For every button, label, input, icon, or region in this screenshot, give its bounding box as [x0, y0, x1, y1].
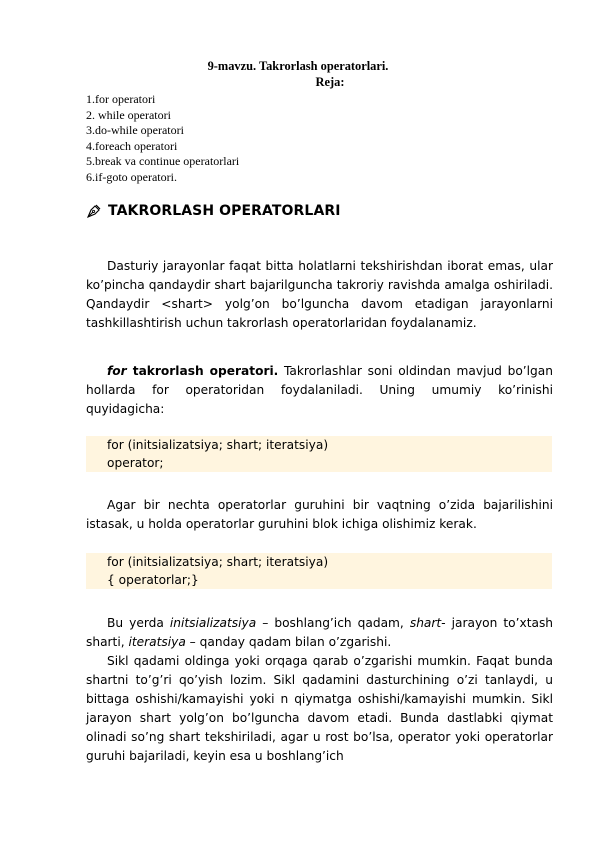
plan-item: 2. while operatori [86, 107, 171, 122]
explain-paragraph [86, 614, 553, 652]
code-line: operator; [107, 456, 164, 470]
plan-item: 5.break va continue operatorlari [86, 154, 240, 168]
explain-text: Bu yerda [107, 616, 170, 630]
code-line: for (initsializatsiya; shart; iteratsiya) [107, 555, 329, 569]
for-paragraph [86, 362, 553, 419]
page-title: 9-mavzu. Takrorlash operatorlari. [207, 59, 389, 73]
for-keyword: for [107, 364, 127, 378]
term-initialization: initsializatsiya [169, 616, 257, 630]
plan-item: 6.if-goto operatori. [86, 169, 177, 184]
explain-text: jarayon to’xtash sharti, [86, 616, 554, 649]
loop-step-paragraph [86, 652, 553, 766]
plan-heading: Reja: [315, 75, 345, 89]
term-condition: shart- [409, 616, 446, 630]
plan-item: 4.foreach operatori [86, 138, 178, 153]
term-iteration: iteratsiya [128, 635, 186, 649]
plan-item: 1.for operatori [86, 92, 156, 106]
explain-text: – qanday qadam bilan o’zgarishi. [185, 635, 392, 649]
block-paragraph [86, 496, 553, 534]
code-example-1 [86, 436, 552, 472]
code-example-2 [86, 553, 552, 589]
intro-text: Dasturiy jarayonlar faqat bitta holatlarni tekshirishdan iborat emas, ular ko’pincha qandaydir shart bajarilguncha takroriy ravishda amalga oshiriladi. Qandaydir <shart> yolg’on bo’lguncha davom etadigan jarayonlarni tashkillashtirish uchun takrorlash operatorlaridan foydalanamiz. [86, 259, 553, 330]
plan-list [86, 92, 239, 185]
loop-step-text: Sikl qadami oldinga yoki orqaga qarab o’zgarishi mumkin. Faqat bunda shartni to’g’ri qo’yish lozim. Sikl qadamini dasturchining o’zi tanlaydi, u bittaga oshishi/kamayishi yoki n qiymatga oshishi/kamayishi mumkin. Sikl jarayon shart yolg’on bo’lguncha davom etadi. Bunda dastlabki qiymat olinadi so’ng shart tekshiriladi, agar u rost bo’lsa, operator yoki operatorlar guruhi bajariladi, keyin esa u boshlang’ich [86, 654, 553, 763]
code-line: { operatorlar;} [107, 573, 199, 587]
for-paragraph-text: Takrorlashlar soni oldindan mavjud bo’lgan hollarda for operatoridan foydalaniladi. Uning umumiy ko’rinishi quyidagicha: [86, 364, 553, 416]
explain-text: – boshlang’ich qadam, [256, 616, 410, 630]
intro-paragraph [86, 257, 553, 333]
block-paragraph-text: Agar bir nechta operatorlar guruhini bir vaqtning o’zida bajarilishini istasak, u holda operatorlar guruhini blok ichiga olishimiz kerak. [86, 498, 553, 531]
pen-nib-icon [86, 203, 102, 219]
code-line: for (initsializatsiya; shart; iteratsiya) [107, 438, 329, 452]
section-heading-text: TAKRORLASH OPERATORLARI [108, 203, 341, 219]
section-heading [86, 203, 341, 219]
plan-item: 3.do-while operatori [86, 123, 184, 137]
for-heading: takrorlash operatori. [126, 364, 279, 378]
